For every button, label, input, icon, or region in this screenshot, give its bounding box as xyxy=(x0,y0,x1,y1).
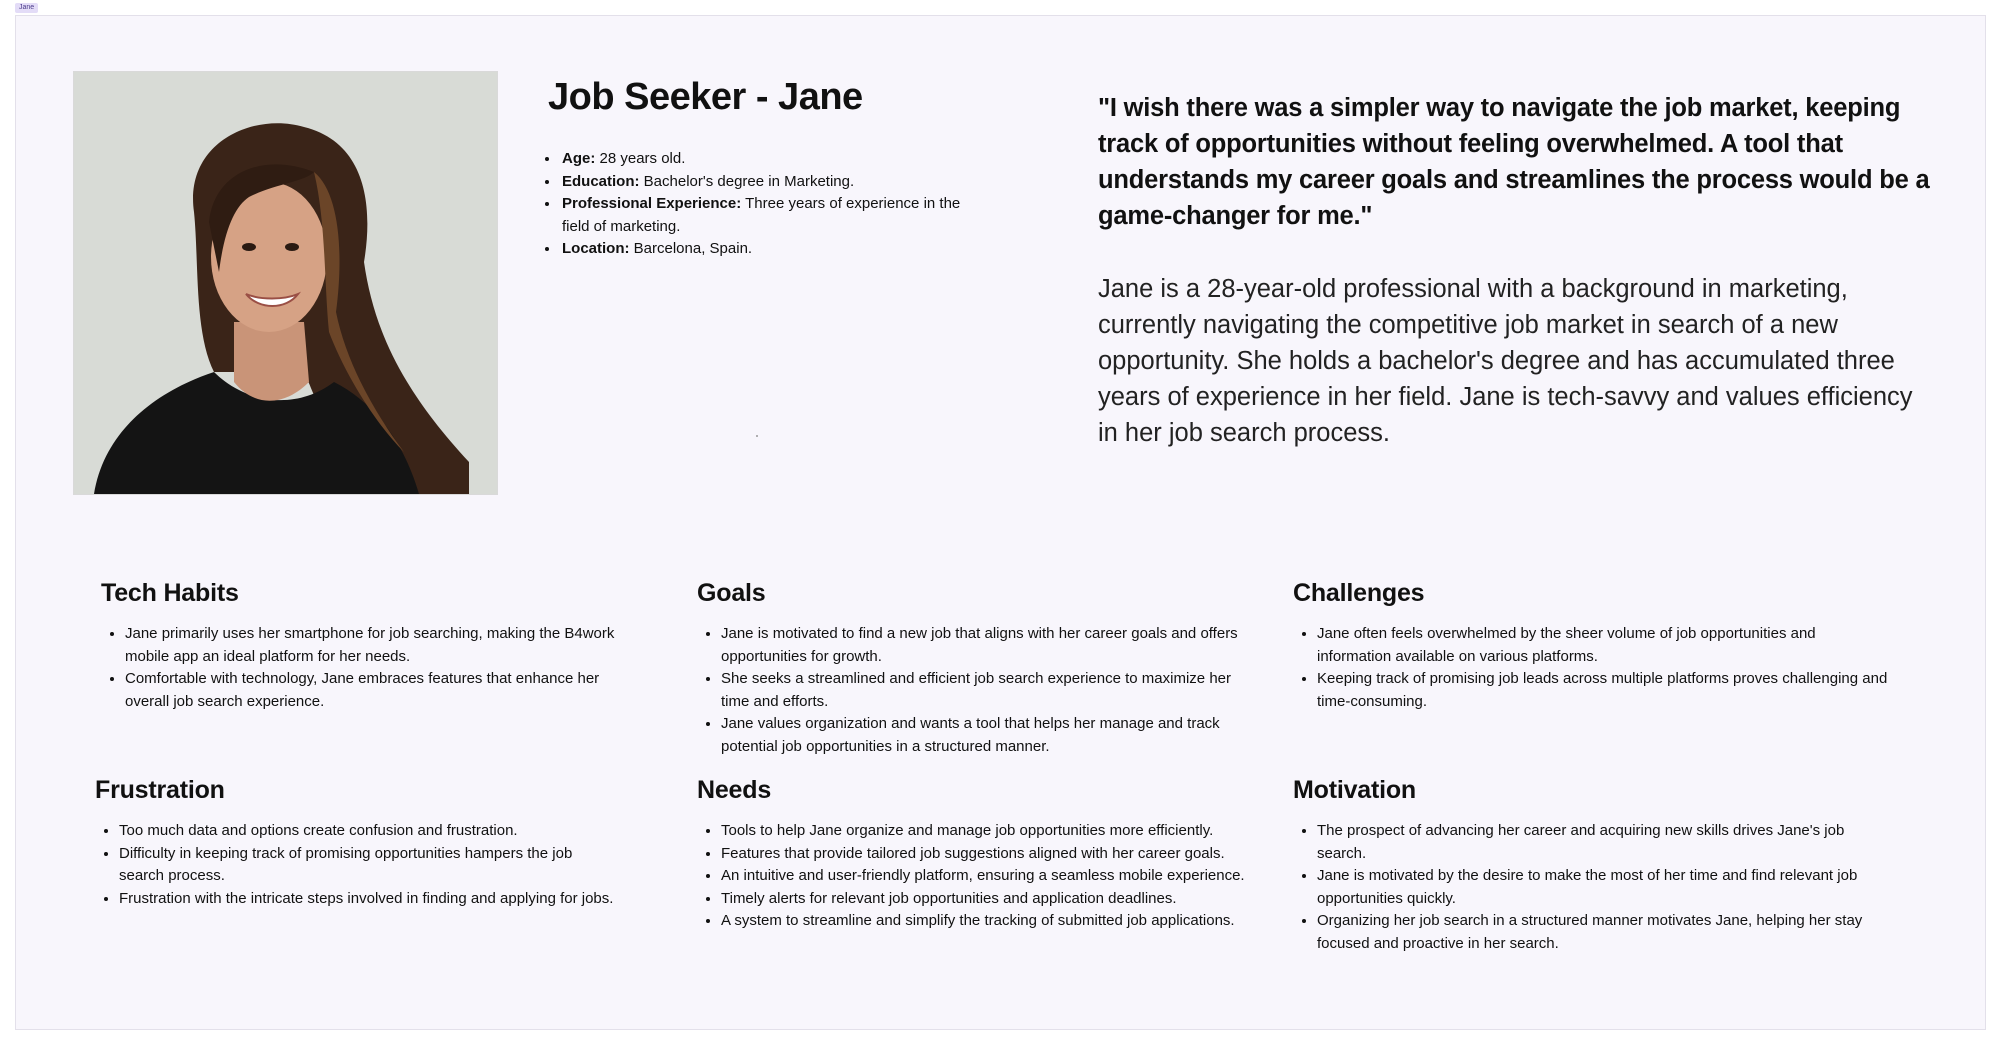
persona-facts xyxy=(548,148,990,261)
section-list xyxy=(101,623,631,713)
fact-experience: • Professional Experience: Three years of experience in the field of marketing. xyxy=(560,193,990,238)
list-item: • She seeks a streamlined and efficient job search experience to maximize her time and efforts. xyxy=(721,668,1245,713)
list-item: • Features that provide tailored job suggestions aligned with her career goals. xyxy=(721,843,1287,866)
list-item: • Tools to help Jane organize and manage job opportunities more efficiently. xyxy=(721,820,1287,843)
persona-quote: "I wish there was a simpler way to navigate the job market, keeping track of opportunities without feeling overwhelmed. A tool that understands my career goals and streamlines the process would be a game-changer for me." xyxy=(1098,94,1930,230)
section-title: Tech Habits xyxy=(101,579,239,607)
section-title: Goals xyxy=(697,579,766,607)
stray-dot xyxy=(756,435,758,437)
list-item: • Organizing her job search in a structured manner motivates Jane, helping her stay focused and proactive in her search. xyxy=(1317,910,1883,955)
section-motivation xyxy=(1293,775,1883,955)
fact-location: • Location: Barcelona, Spain. xyxy=(560,238,990,261)
list-item: • The prospect of advancing her career and acquiring new skills drives Jane's job search. xyxy=(1317,820,1883,865)
list-item: • Jane is motivated by the desire to make the most of her time and find relevant job opportunities quickly. xyxy=(1317,865,1883,910)
list-item: • Difficulty in keeping track of promising opportunities hampers the job search process. xyxy=(119,843,615,888)
section-tech-habits xyxy=(101,578,631,713)
list-item: • An intuitive and user-friendly platform, ensuring a seamless mobile experience. xyxy=(721,865,1287,888)
section-title: Frustration xyxy=(95,776,225,804)
list-item: • A system to streamline and simplify the tracking of submitted job applications. xyxy=(721,910,1287,933)
persona-title: Job Seeker - Jane xyxy=(548,76,863,118)
list-item: • Frustration with the intricate steps involved in finding and applying for jobs. xyxy=(119,888,615,911)
fact-education: • Education: Bachelor's degree in Marketing. xyxy=(560,171,990,194)
list-item: • Timely alerts for relevant job opportunities and application deadlines. xyxy=(721,888,1287,911)
fact-age: • Age: 28 years old. xyxy=(560,148,990,171)
list-item: • Jane is motivated to find a new job that aligns with her career goals and offers opportunities for growth. xyxy=(721,623,1245,668)
section-challenges xyxy=(1293,578,1893,713)
section-title: Needs xyxy=(697,776,772,804)
section-frustration xyxy=(95,775,615,910)
list-item: • Jane primarily uses her smartphone for job searching, making the B4work mobile app an ideal platform for her needs. xyxy=(125,623,631,668)
section-list xyxy=(1293,623,1893,713)
list-item: • Keeping track of promising job leads across multiple platforms proves challenging and time-consuming. xyxy=(1317,668,1893,713)
section-title: Motivation xyxy=(1293,776,1416,804)
section-needs xyxy=(697,775,1287,933)
list-item: • Too much data and options create confusion and frustration. xyxy=(119,820,615,843)
list-item: • Comfortable with technology, Jane embraces features that enhance her overall job search experience. xyxy=(125,668,631,713)
portrait-illustration xyxy=(74,72,497,494)
persona-bio: Jane is a 28-year-old professional with a background in marketing, currently navigating the competitive job market in search of a new opportunity. She holds a bachelor's degree and has accumulated three years of experience in her field. Jane is tech-savvy and values efficiency in her job search process. xyxy=(1098,275,1913,447)
section-goals xyxy=(697,578,1245,758)
frame-label[interactable]: Jane xyxy=(15,3,38,13)
section-list xyxy=(95,820,615,910)
list-item: • Jane often feels overwhelmed by the sheer volume of job opportunities and information available on various platforms. xyxy=(1317,623,1893,668)
persona-photo xyxy=(73,71,498,495)
section-list xyxy=(697,623,1245,758)
section-list xyxy=(1293,820,1883,955)
list-item: • Jane values organization and wants a tool that helps her manage and track potential job opportunities in a structured manner. xyxy=(721,713,1245,758)
section-title: Challenges xyxy=(1293,579,1425,607)
section-list xyxy=(697,820,1287,933)
